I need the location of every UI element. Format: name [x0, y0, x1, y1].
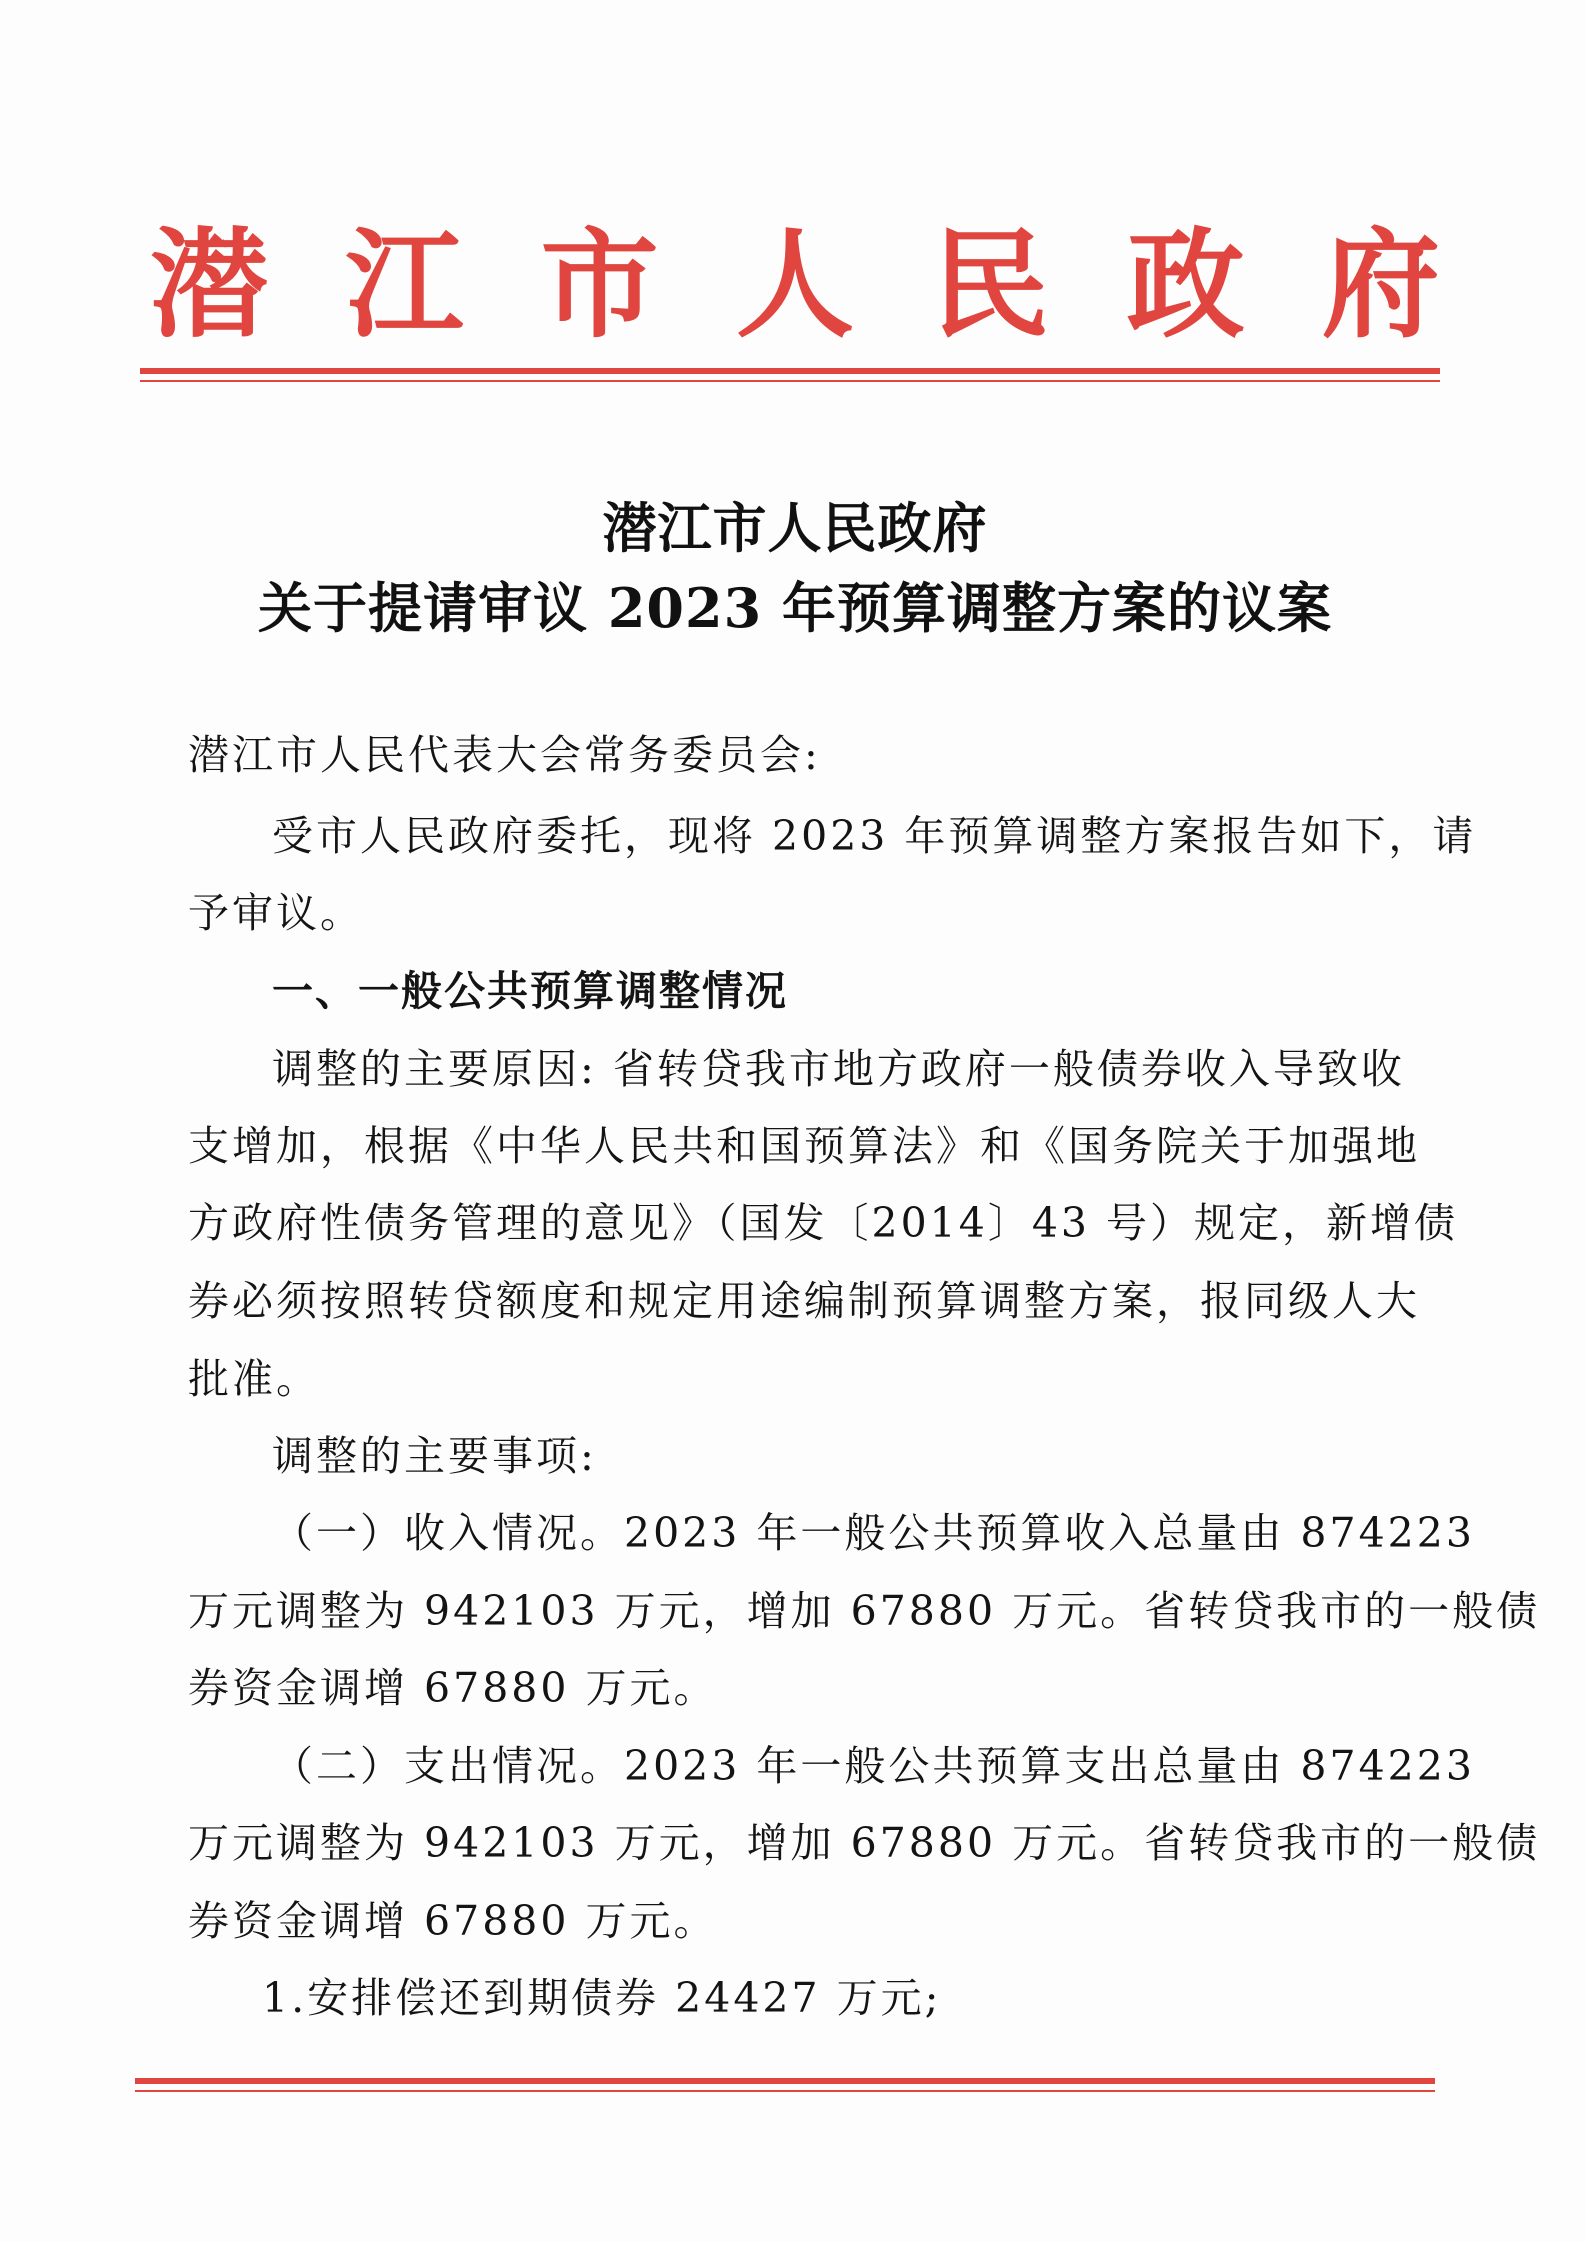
rule-thick-line	[140, 368, 1440, 374]
paragraph-line: 予审议。	[188, 889, 364, 937]
rule-thin-line	[135, 2090, 1435, 2092]
list-item: 1.安排偿还到期债券 24427 万元;	[262, 1974, 942, 2022]
masthead-char: 潜	[150, 215, 269, 354]
paragraph-line: 券必须按照转贷额度和规定用途编制预算调整方案，报同级人大	[188, 1277, 1420, 1325]
masthead-char: 江	[345, 215, 464, 354]
masthead-char: 府	[1321, 215, 1440, 354]
paragraph-line: 批准。	[188, 1355, 320, 1403]
paragraph-line: 方政府性债务管理的意见》（国发〔2014〕43 号）规定，新增债	[188, 1199, 1459, 1247]
footer-red-rule	[135, 2078, 1435, 2092]
masthead-char: 政	[1126, 215, 1245, 354]
paragraph-line: 调整的主要原因: 省转贷我市地方政府一般债券收入导致收	[272, 1045, 1405, 1093]
paragraph-line: 调整的主要事项:	[272, 1432, 597, 1480]
masthead-title	[150, 210, 1440, 360]
masthead-char: 人	[735, 215, 854, 354]
paragraph-line: 万元调整为 942103 万元，增加 67880 万元。省转贷我市的一般债	[188, 1819, 1541, 1867]
header-red-rule	[140, 368, 1440, 382]
paragraph-line: 支增加，根据《中华人民共和国预算法》和《国务院关于加强地	[188, 1122, 1420, 1170]
paragraph-line: （二）支出情况。2023 年一般公共预算支出总量由 874223	[272, 1742, 1475, 1790]
paragraph-line: 券资金调增 67880 万元。	[188, 1897, 718, 1945]
rule-thin-line	[140, 380, 1440, 382]
section-heading: 一、一般公共预算调整情况	[272, 967, 788, 1015]
masthead-char: 民	[931, 215, 1050, 354]
document-title-line2: 关于提请审议 2023 年预算调整方案的议案	[258, 576, 1332, 640]
salutation: 潜江市人民代表大会常务委员会:	[188, 731, 821, 779]
paragraph-line: 受市人民政府委托，现将 2023 年预算调整方案报告如下，请	[272, 812, 1477, 860]
document-title-line1: 潜江市人民政府	[602, 496, 988, 560]
paragraph-line: 券资金调增 67880 万元。	[188, 1664, 718, 1712]
paragraph-line: 万元调整为 942103 万元，增加 67880 万元。省转贷我市的一般债	[188, 1587, 1541, 1635]
rule-thick-line	[135, 2078, 1435, 2084]
masthead-char: 市	[540, 215, 659, 354]
paragraph-line: （一）收入情况。2023 年一般公共预算收入总量由 874223	[272, 1509, 1475, 1557]
